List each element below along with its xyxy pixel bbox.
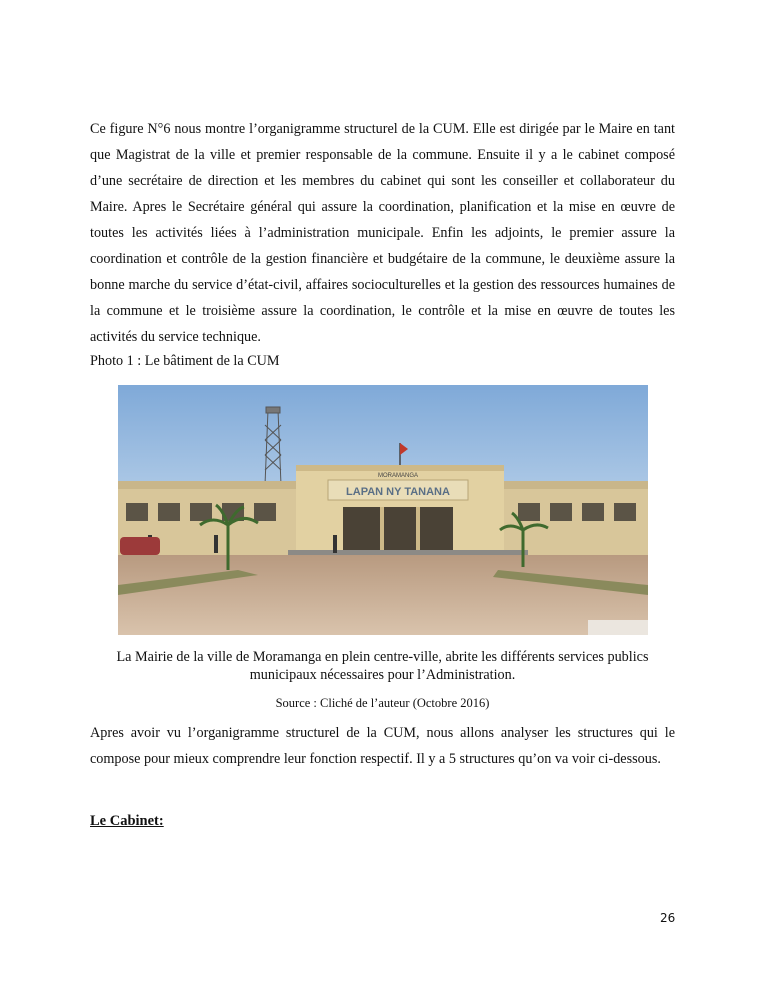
photo-caption: La Mairie de la ville de Moramanga en plein centre-ville, abrite les différents services publics municipaux nécessaires pour l’Administration. xyxy=(116,649,649,683)
page-number: 26 xyxy=(660,911,676,925)
photo-source: Source : Cliché de l’auteur (Octobre 2016) xyxy=(275,696,490,710)
body-paragraph-organigramme: Ce figure N°6 nous montre l’organigramme structurel de la CUM. Elle est dirigée par le Maire en tant que Magistrat de la ville et premier responsable de la commune. Ensuite il y a le cabinet composé d’une secrétaire de direction et les membres du cabinet qui sont les conseiller et collaborateur du Maire. Apres le Secrétaire général qui assure la coordination, planification et la mise en œuvre de toutes les activités liées à l’administration municipale. Enfin les adjoints, le premier assure la coordination et contrôle de la gestion financière et budgétaire de la commune, le deuxième assure la bonne marche du service d’état-civil, affaires socioculturelles et la gestion des ressources humaines de la commune et le troisième assure la coordination, le contrôle et la mise en œuvre de toutes les activités du service technique. xyxy=(90,121,675,345)
entrance xyxy=(343,507,453,555)
sign-main: LAPAN NY TANANA xyxy=(346,486,450,498)
photo-label: Photo 1 : Le bâtiment de la CUM xyxy=(90,353,280,369)
body-paragraph-structures: Apres avoir vu l’organigramme structurel de la CUM, nous allons analyser les structures qui le compose pour mieux comprendre leur fonction respectif. Il y a 5 structures qu’on va voir ci-dessous. xyxy=(90,725,675,767)
town-hall-photo xyxy=(118,385,648,635)
sign-top: MORAMANGA xyxy=(377,473,419,479)
section-heading: Le Cabinet: xyxy=(90,813,164,829)
parked-car xyxy=(120,537,160,555)
courtyard xyxy=(118,555,648,635)
